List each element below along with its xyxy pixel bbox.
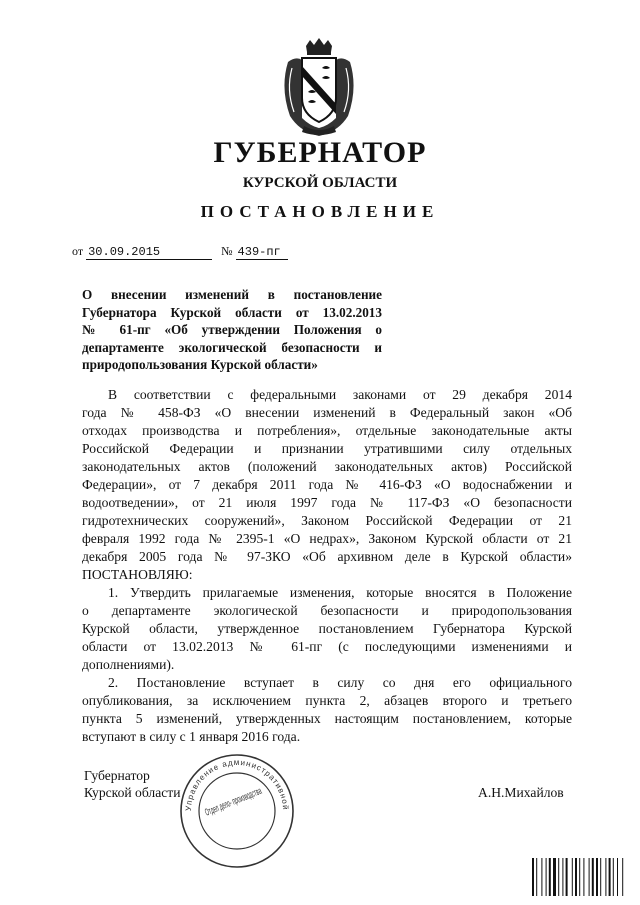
preamble-line: В соответствии с федеральными законами от 29 декабря 2014 xyxy=(108,387,572,402)
barcode-bar xyxy=(617,858,618,896)
governor-title: ГУБЕРНАТОР xyxy=(213,136,427,169)
region-subtitle: КУРСКОЙ ОБЛАСТИ xyxy=(242,175,398,191)
item-1-line: Курской области, утвержденное постановлением Губернатора Курской xyxy=(82,621,572,636)
barcode-bar xyxy=(589,858,590,896)
barcode-bar xyxy=(596,858,598,896)
item-2-line: вступают в силу с 1 января 2016 года. xyxy=(82,729,301,744)
item-1-paragraph xyxy=(82,584,572,674)
preamble-line: Федерации», от 7 декабря 2011 года № 416-ФЗ «О водоснабжении и xyxy=(82,477,572,492)
barcode-bar xyxy=(572,858,573,896)
preamble-line: отходах производства и потребления», отдельные законодательные акты xyxy=(82,423,572,438)
subject-line: природопользования Курской области» xyxy=(82,357,318,373)
document-body xyxy=(82,386,572,746)
barcode-bar xyxy=(553,858,556,896)
date-number-line xyxy=(72,244,288,260)
item-1-line: области от 13.02.2013 № 61-пг (с последующими изменениями и xyxy=(82,639,572,654)
stamp-outer-text: Управление административной xyxy=(183,757,291,812)
barcode-bar xyxy=(558,858,559,896)
signatory-position xyxy=(84,767,181,801)
document-date: 30.09.2015 xyxy=(86,245,212,260)
item-2-line: опубликования, за исключением пункта 2, абзацев второго и третьего xyxy=(82,693,572,708)
subject-line: Губернатора Курской области от 13.02.2013 xyxy=(82,304,382,320)
preamble-line: года № 458-ФЗ «О внесении изменений в Федеральный закон «Об xyxy=(82,405,572,420)
item-1-line: 1. Утвердить прилагаемые изменения, которые вносятся в Положение xyxy=(108,585,572,600)
preamble-line: февраля 1992 года № 2395-1 «О недрах», Законом Курской области от 21 xyxy=(82,531,572,546)
office-stamp xyxy=(178,752,296,870)
barcode-bar xyxy=(579,858,580,896)
stamp-inner-text: Отдел дело- производства xyxy=(203,761,296,819)
item-2-paragraph xyxy=(82,674,572,746)
preamble-line: декабря 2005 года № 97-ЗКО «Об архивном деле в Курской области» xyxy=(82,549,572,564)
barcode-bar xyxy=(605,858,606,896)
item-1-line: дополнениями). xyxy=(82,657,175,672)
date-label: от xyxy=(72,244,84,258)
decree-word: ПОСТАНОВЛЯЮ: xyxy=(82,567,193,582)
preamble-paragraph xyxy=(82,386,572,566)
barcode-bar xyxy=(609,858,611,896)
barcode-bar xyxy=(541,858,542,896)
number-label: № xyxy=(221,244,233,258)
barcode-bar xyxy=(536,858,537,896)
item-2-line: пункта 5 изменений, утвержденных настоящим постановлением, которые xyxy=(82,711,572,726)
signatory-name: А.Н.Михайлов xyxy=(478,785,564,800)
barcode-bar xyxy=(532,858,534,896)
barcode-bar xyxy=(583,858,584,896)
preamble-line: гидротехнических сооружений», Законом Российской Федерации от 21 xyxy=(82,513,572,528)
barcode-bar xyxy=(613,858,614,896)
document-type-heading: ПОСТАНОВЛЕНИЕ xyxy=(200,202,440,221)
barcode-bar xyxy=(562,858,563,896)
position-line: Курской области xyxy=(84,785,181,800)
coat-of-arms-emblem xyxy=(278,38,360,138)
barcode-bar xyxy=(549,858,551,896)
barcode-bar xyxy=(622,858,623,896)
barcode-bar xyxy=(566,858,568,896)
document-number: 439-пг xyxy=(236,245,288,260)
subject-line: О внесении изменений в постановление xyxy=(82,287,382,302)
subject-line: департаменте экологической безопасности и xyxy=(82,339,382,355)
item-2-line: 2. Постановление вступает в силу со дня его официального xyxy=(108,675,572,690)
barcode-bar xyxy=(600,858,601,896)
barcode-bar xyxy=(592,858,594,896)
position-line: Губернатор xyxy=(84,768,150,783)
barcode-bar xyxy=(575,858,577,896)
subject-line: № 61-пг «Об утверждении Положения о xyxy=(82,322,382,338)
barcode-bar xyxy=(546,858,547,896)
preamble-line: Российской Федерации и признании утратившими силу отдельных xyxy=(82,441,572,456)
document-subject xyxy=(82,286,382,374)
preamble-line: водоотведении», от 21 июля 1997 года № 117-ФЗ «О безопасности xyxy=(82,495,572,510)
barcode xyxy=(532,858,630,896)
preamble-line: законодательных актов (положений законодательных актов) Российской xyxy=(82,459,572,474)
item-1-line: о департаменте экологической безопасности и природопользования xyxy=(82,603,572,618)
